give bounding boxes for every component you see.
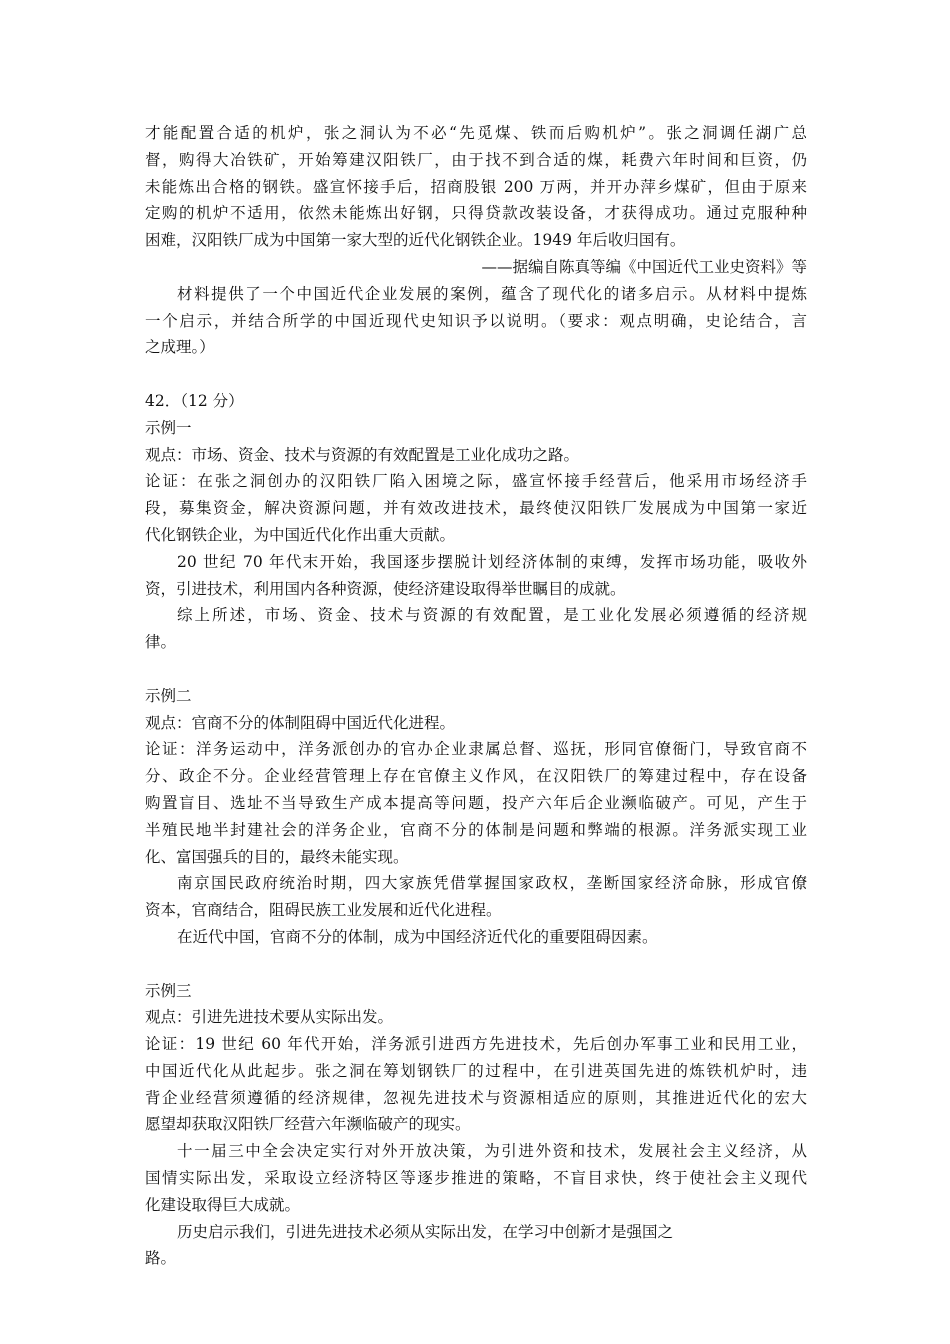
question-text [145, 281, 807, 361]
material-excerpt [145, 120, 807, 281]
argument-line: 购置盲目、选址不当导致生产成本提高等问题，投产六年后企业濒临破产。可见，产生于 [145, 793, 807, 812]
argument-line: 愿望却获取汉阳铁厂经营六年濒临破产的现实。 [145, 1115, 471, 1134]
argument-line: 背企业经营须遵循的经济规律，忽视先进技术与资源相适应的原则，其推进近代化的宏大 [145, 1088, 807, 1107]
paragraph-line: 资本，官商结合，阻碍民族工业发展和近代化进程。 [145, 901, 502, 920]
conclusion-line: 在近代中国，官商不分的体制，成为中国经济近代化的重要阻碍因素。 [177, 927, 658, 946]
paragraph-line: 十一届三中全会决定实行对外开放决策，为引进外资和技术，发展社会主义经济，从 [177, 1142, 807, 1161]
argument-line: 论证：在张之洞创办的汉阳铁厂陷入困境之际，盛宣怀接手经营后，他采用市场经济手 [145, 472, 807, 491]
question-line: 之成理。） [145, 338, 215, 357]
answer-heading: 42．（12 分） [145, 391, 244, 410]
paragraph-line: 南京国民政府统治时期，四大家族凭借掌握国家政权，垄断国家经济命脉，形成官僚 [177, 874, 807, 893]
paragraph-line: 化建设取得巨大成就。 [145, 1195, 301, 1214]
example-three [145, 978, 807, 1273]
example-one [145, 415, 807, 656]
material-line: 未能炼出合格的钢铁。盛宣怀接手后，招商股银 200 万两，并开办萍乡煤矿，但由于原来 [145, 177, 807, 196]
conclusion-line: 路。 [145, 1249, 177, 1268]
question-line: 一个启示，并结合所学的中国近现代史知识予以说明。（要求：观点明确，史论结合，言 [145, 311, 807, 330]
argument-line: 半殖民地半封建社会的洋务企业，官商不分的体制是问题和弊端的根源。洋务派实现工业 [145, 820, 807, 839]
paragraph-line: 国情实际出发，采取设立经济特区等逐步推进的策略，不盲目求快，终于使社会主义现代 [145, 1169, 807, 1188]
material-source: ——据编自陈真等编《中国近代工业史资料》等 [481, 257, 807, 276]
material-line: 困难，汉阳铁厂成为中国第一家大型的近代化钢铁企业。1949 年后收归国有。 [145, 231, 686, 250]
spacer [145, 951, 807, 978]
conclusion-line: 综上所述，市场、资金、技术与资源的有效配置，是工业化发展必须遵循的经济规 [177, 606, 807, 625]
example-title: 示例二 [145, 686, 192, 705]
conclusion-line: 律。 [145, 633, 177, 652]
document-page [145, 120, 807, 1272]
paragraph-line: 20 世纪 70 年代末开始，我国逐步摆脱计划经济体制的束缚，发挥市场功能，吸收外 [177, 552, 807, 571]
argument-line: 代化钢铁企业，为中国近代化作出重大贡献。 [145, 525, 456, 544]
example-title: 示例三 [145, 981, 192, 1000]
material-line: 定购的机炉不适用，依然未能炼出好钢，只得贷款改装设备，才获得成功。通过克服种种 [145, 204, 807, 223]
argument-line: 论证：19 世纪 60 年代开始，洋务派引进西方先进技术，先后创办军事工业和民用工业， [145, 1035, 807, 1054]
example-title: 示例一 [145, 418, 192, 437]
example-view: 观点：官商不分的体制阻碍中国近代化进程。 [145, 713, 456, 732]
conclusion-line: 历史启示我们，引进先进技术必须从实际出发，在学习中创新才是强国之 [177, 1222, 674, 1241]
spacer [145, 656, 807, 683]
material-line: 督，购得大冶铁矿，开始筹建汉阳铁厂，由于找不到合适的煤，耗费六年时间和巨资，仍 [145, 150, 807, 169]
argument-line: 中国近代化从此起步。张之洞在筹划钢铁厂的过程中，在引进英国先进的炼铁机炉时，违 [145, 1061, 807, 1080]
spacer [145, 361, 807, 388]
example-two [145, 683, 807, 951]
example-view: 观点：市场、资金、技术与资源的有效配置是工业化成功之路。 [145, 445, 580, 464]
argument-line: 化、富国强兵的目的，最终未能实现。 [145, 847, 409, 866]
paragraph-line: 资，引进技术，利用国内各种资源，使经济建设取得举世瞩目的成就。 [145, 579, 626, 598]
argument-line: 分、政企不分。企业经营管理上存在官僚主义作风，在汉阳铁厂的筹建过程中，存在设备 [145, 767, 807, 786]
material-line: 才能配置合适的机炉，张之洞认为不必“先觅煤、铁而后购机炉”。张之洞调任湖广总 [145, 124, 807, 142]
example-view: 观点：引进先进技术要从实际出发。 [145, 1008, 394, 1027]
argument-line: 论证：洋务运动中，洋务派创办的官办企业隶属总督、巡抚，形同官僚衙门，导致官商不 [145, 740, 807, 759]
question-line: 材料提供了一个中国近代企业发展的案例，蕴含了现代化的诸多启示。从材料中提炼 [177, 284, 807, 303]
argument-line: 段，募集资金，解决资源问题，并有效改进技术，最终使汉阳铁厂发展成为中国第一家近 [145, 499, 807, 518]
